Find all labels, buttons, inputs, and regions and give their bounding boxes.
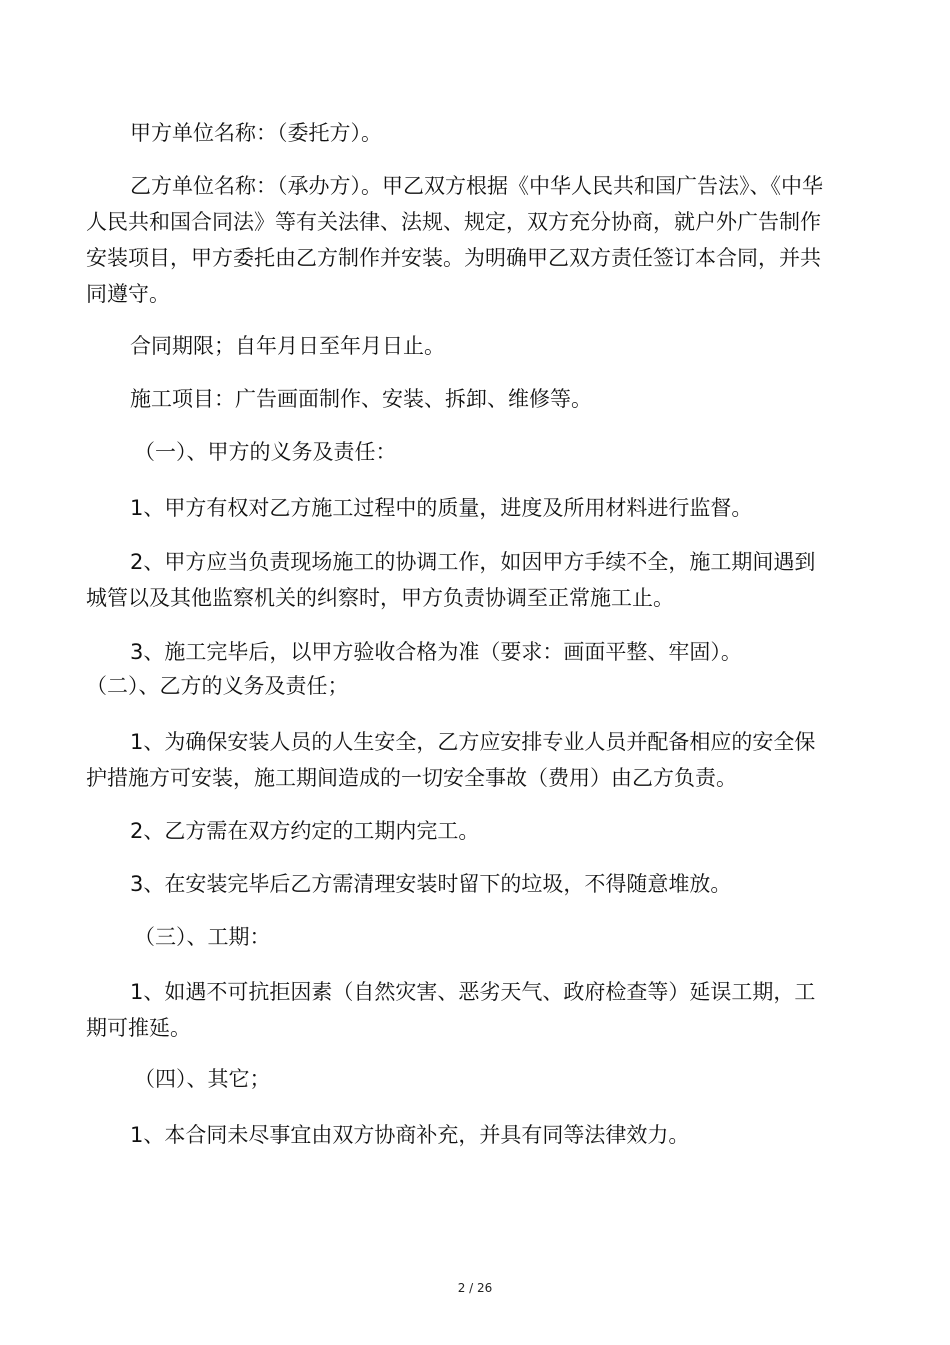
- section-heading-party-a: （一）、甲方的义务及责任：: [134, 440, 397, 464]
- contract-term: 合同期限；自年月日至年月日止。: [130, 334, 445, 358]
- section-heading-other: （四）、其它；: [134, 1067, 271, 1091]
- party-b-clause-3: 3、在安装完毕后乙方需清理安装时留下的垃圾，不得随意堆放。: [130, 872, 732, 896]
- party-a-clause-3: 3、施工完毕后，以甲方验收合格为准（要求：画面平整、牢固）。: [130, 640, 742, 664]
- party-a-clause-1: 1、甲方有权对乙方施工过程中的质量，进度及所用材料进行监督。: [130, 496, 753, 520]
- party-a-name: 甲方单位名称：（委托方）。: [130, 121, 382, 145]
- section-heading-schedule: （三）、工期：: [134, 925, 271, 949]
- section-heading-party-b: （二）、乙方的义务及责任；: [86, 674, 349, 698]
- party-b-clause-1: 1、为确保安装人员的人生安全，乙方应安排专业人员并配备相应的安全保护措施方可安装，施工期间造成的一切安全事故（费用）由乙方负责。: [86, 730, 816, 790]
- party-a-clause-2: 2、甲方应当负责现场施工的协调工作，如因甲方手续不全，施工期间遇到城管以及其他监察机关的纠察时，甲方负责协调至正常施工止。: [86, 550, 816, 610]
- schedule-clause-1: 1、如遇不可抗拒因素（自然灾害、恶劣天气、政府检查等）延误工期，工期可推延。: [86, 980, 816, 1040]
- party-b-clause-2: 2、乙方需在双方约定的工期内完工。: [130, 819, 480, 843]
- page-number: 2 / 26: [457, 1281, 493, 1295]
- other-clause-1: 1、本合同未尽事宜由双方协商补充，并具有同等法律效力。: [130, 1123, 690, 1147]
- party-b-name-preamble: 乙方单位名称：（承办方）。甲乙双方根据《中华人民共和国广告法》、《中华人民共和国合同法》等有关法律、法规、规定，双方充分协商，就户外广告制作安装项目，甲方委托由乙方制作并安装。为明确甲乙双方责任签订本合同，并共同遵守。: [86, 174, 823, 306]
- construction-items: 施工项目：广告画面制作、安装、拆卸、维修等。: [130, 387, 592, 411]
